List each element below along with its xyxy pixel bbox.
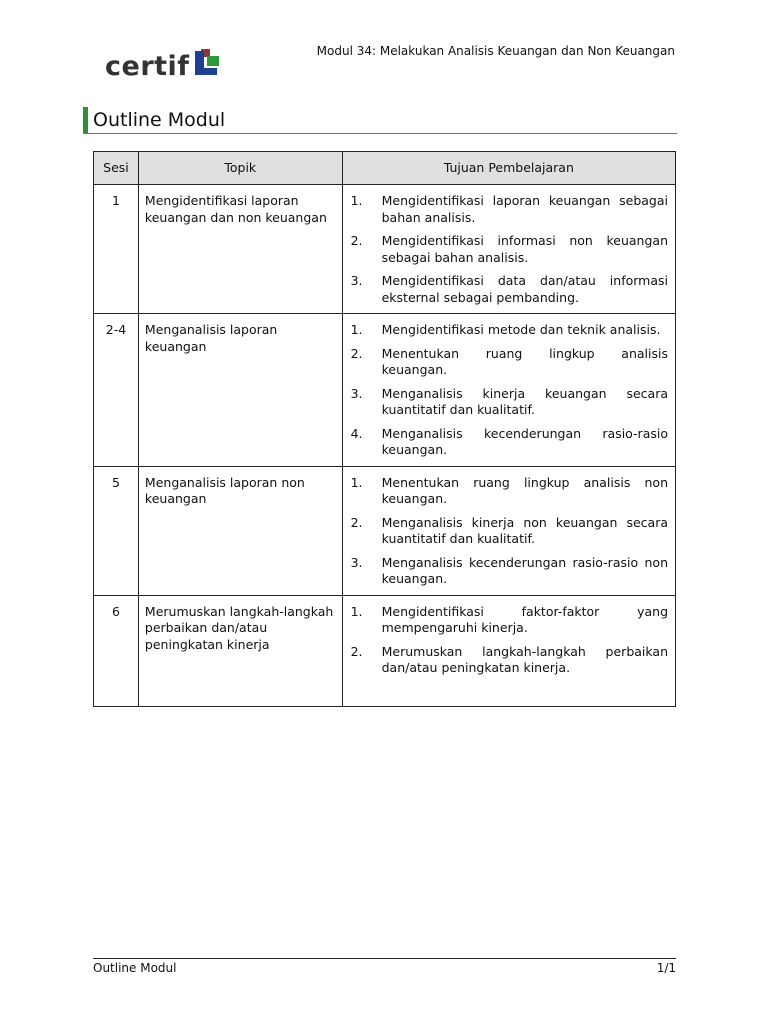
logo-mark-icon [195, 49, 225, 79]
sesi-cell: 1 [94, 185, 139, 314]
table-row [94, 185, 676, 314]
list-item: 2. Menentukan ruang lingkup analisis keuangan. [350, 345, 668, 377]
list-item: 3. Menganalisis kecenderungan rasio-rasio non keuangan. [350, 554, 668, 586]
footer-title: Outline Modul [93, 961, 177, 975]
list-item: 3. Mengidentifikasi data dan/atau informasi eksternal sebagai pembanding. [350, 273, 668, 305]
page-number: 1/1 [656, 961, 676, 975]
topik-cell: Mengidentifikasi laporan keuangan dan non keuangan [138, 185, 342, 314]
section-heading [83, 107, 677, 134]
table-row [94, 466, 676, 595]
page-footer [93, 958, 676, 975]
certif-logo [105, 48, 225, 82]
topik-cell: Menganalisis laporan non keuangan [138, 466, 342, 595]
topik-cell: Menganalisis laporan keuangan [138, 314, 342, 467]
outline-table [93, 151, 676, 707]
logo-text: certif [105, 51, 190, 82]
section-title: Outline Modul [93, 109, 226, 131]
list-item: 2. Menganalisis kinerja non keuangan secara kuantitatif dan kualitatif. [350, 514, 668, 546]
column-header-topik: Topik [138, 152, 342, 185]
column-header-tujuan: Tujuan Pembelajaran [342, 152, 675, 185]
tujuan-cell [342, 466, 675, 595]
table-row [94, 314, 676, 467]
list-item: 1. Mengidentifikasi faktor-faktor yang mempengaruhi kinerja. [350, 603, 668, 635]
tujuan-cell [342, 314, 675, 467]
sesi-cell: 2-4 [94, 314, 139, 467]
running-header-title: Modul 34: Melakukan Analisis Keuangan dan Non Keuangan [316, 44, 675, 58]
table-row [94, 595, 676, 706]
list-item: 4. Menganalisis kecenderungan rasio-rasio keuangan. [350, 425, 668, 457]
column-header-sesi: Sesi [94, 152, 139, 185]
topik-cell: Merumuskan langkah-langkah perbaikan dan/atau peningkatan kinerja [138, 595, 342, 706]
sesi-cell: 6 [94, 595, 139, 706]
section-accent-bar [83, 107, 88, 133]
list-item: 3. Menganalisis kinerja keuangan secara kuantitatif dan kualitatif. [350, 385, 668, 417]
table-header-row [94, 152, 676, 185]
tujuan-cell [342, 185, 675, 314]
list-item: 2. Mengidentifikasi informasi non keuangan sebagai bahan analisis. [350, 233, 668, 265]
list-item: 1. Mengidentifikasi metode dan teknik analisis. [350, 322, 661, 337]
sesi-cell: 5 [94, 466, 139, 595]
list-item: 1. Menentukan ruang lingkup analisis non keuangan. [350, 474, 668, 506]
list-item: 1. Mengidentifikasi laporan keuangan sebagai bahan analisis. [350, 193, 668, 225]
list-item: 2. Merumuskan langkah-langkah perbaikan dan/atau peningkatan kinerja. [350, 643, 668, 675]
tujuan-cell [342, 595, 675, 706]
